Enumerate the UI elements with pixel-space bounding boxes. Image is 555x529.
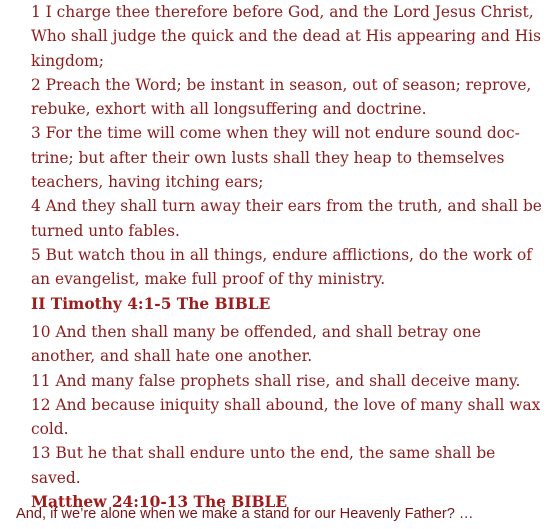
scripture-reference-timothy: II Timothy 4:1-5 The BIBLE — [31, 294, 271, 313]
verse-1: 1 I charge thee therefore before God, and the Lord Jesus Christ, Who shall judge the quick and the dead at His appearing and His kingdom; — [31, 3, 541, 70]
scripture-passage-timothy — [31, 0, 546, 316]
verse-10: 10 And then shall many be offended, and shall betray one another, and shall hate one another. — [31, 323, 482, 366]
scripture-reference-matthew: Matthew 24:10-13 The BIBLE — [31, 493, 288, 512]
verse-3: 3 For the time will come when they will not endure sound doc-trine; but after their own lusts shall they heap to themselves teachers, having itching ears; — [31, 124, 520, 192]
verse-13: 13 But he that shall endure unto the end, the same shall be saved. — [31, 444, 496, 487]
verse-5: 5 But watch thou in all things, endure afflictions, do the work of an evangelist, make full proof of thy ministry. — [31, 245, 532, 289]
scripture-passage-matthew — [31, 320, 546, 514]
verse-4: 4 And they shall turn away their ears from the truth, and shall be turned unto fables. — [31, 197, 542, 240]
verse-2: 2 Preach the Word; be instant in season, out of season; reprove, rebuke, exhort with all longsuffering and doctrine. — [31, 75, 532, 119]
closing-question: And, if we’re alone when we make a stand for our Heavenly Father? … — [16, 506, 474, 522]
verse-11: 11 And many false prophets shall rise, and shall deceive many. — [31, 371, 521, 390]
verse-12: 12 And because iniquity shall abound, the love of many shall wax cold. — [31, 395, 541, 439]
